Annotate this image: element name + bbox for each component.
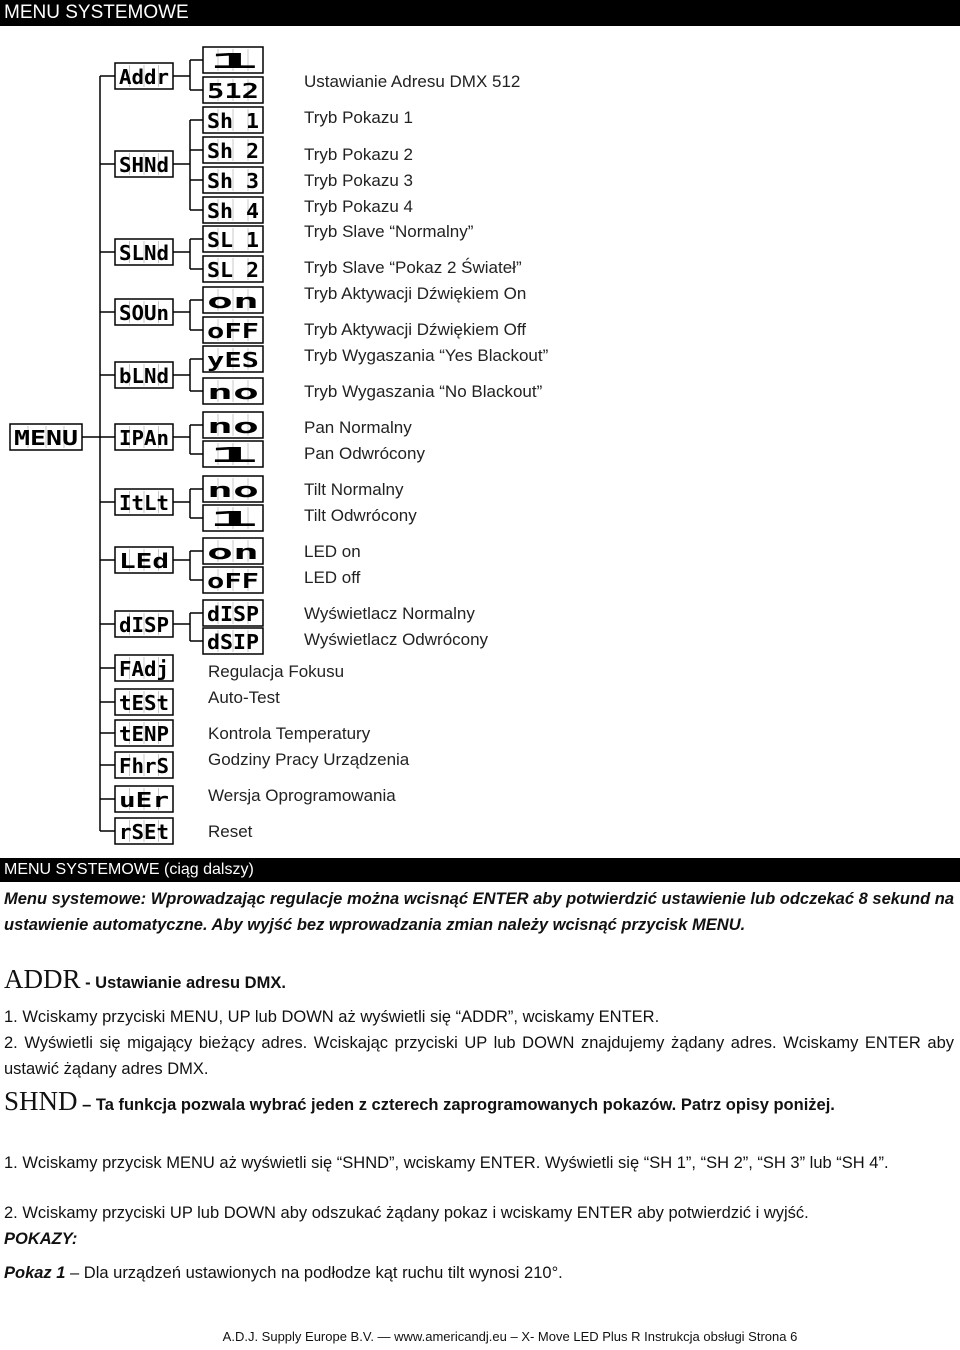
sub-display-19-text: dSIP [207,630,259,654]
menu-label: Wyświetlacz Normalny [304,604,475,623]
main-display-disp-text: dISP [119,613,169,637]
intro-paragraph: Menu systemowe: Wprowadzając regulacje można wcisnąć ENTER aby potwierdzić ustawienie lub odczekać 8 sekund na ustawienie automatyczne. Aby wyjść bez wprowadzania zmian należy wcisnąć przycisk MENU. [4,890,954,934]
menu-label: Tilt Normalny [304,480,404,499]
main-display-slnd-text: SLNd [119,241,169,265]
menu-label: Tryb Wygaszania “No Blackout” [304,382,543,401]
sub-display-1-text: 512 [207,79,259,103]
menu-label: Tryb Wygaszania “Yes Blackout” [304,346,549,365]
shnd-heading [4,1088,954,1118]
sub-display-14-text: no [207,478,259,502]
main-display-itlt-text: ItLt [119,491,169,515]
menu-label: Tilt Odwrócony [304,506,417,525]
sub-display-16-text: on [207,540,259,564]
main-display-test-text: tESt [119,691,169,715]
pokaz-1-name: Pokaz 1 [4,1264,66,1282]
menu-label: LED on [304,542,361,561]
pokaz-1-line [4,1260,954,1286]
menu-label: Pan Odwrócony [304,444,425,463]
sub-display-10-text: yES [207,348,259,372]
sub-display-15-text: 1 [207,507,259,531]
sub-display-6-text: SL 1 [207,228,259,252]
sub-display-7-text: SL 2 [207,258,259,282]
shnd-step-1: 1. Wciskamy przycisk MENU aż wyświetli się “SHND”, wciskamy ENTER. Wyświetli się “SH 1”, “SH 2”, “SH 3” lub “SH 4”. [4,1154,889,1172]
main-display-soun-text: SOUn [119,301,169,325]
page-title: MENU SYSTEMOWE [4,2,189,23]
addr-heading [4,966,954,996]
pokaz-1-text: – Dla urządzeń ustawionych na podłodze kąt ruchu tilt wynosi 210°. [65,1264,563,1282]
shnd-title: – Ta funkcja pozwala wybrać jeden z czterech zaprogramowanych pokazów. Patrz opisy poniżej. [77,1096,835,1114]
menu-label: Kontrola Temperatury [208,724,371,743]
sub-display-17-text: oFF [207,569,259,593]
addr-step-1: 1. Wciskamy przyciski MENU, UP lub DOWN aż wyświetli się “ADDR”, wciskamy ENTER. [4,1008,660,1026]
section-title: MENU SYSTEMOWE (ciąg dalszy) [4,861,254,878]
shnd-step-2: 2. Wciskamy przyciski UP lub DOWN aby odszukać żądany pokaz i wciskamy ENTER aby potwierdzić i wyjść. [4,1204,809,1222]
main-display-tenp-text: tENP [119,722,169,746]
sub-display-18-text: dISP [207,602,259,626]
root-display-text: MENU [14,426,78,450]
sub-display-4-text: Sh 3 [207,169,259,193]
menu-label: LED off [304,568,361,587]
main-display-rset-text: rSEt [119,820,169,844]
menu-label: Ustawianie Adresu DMX 512 [304,72,521,91]
sub-display-11-text: no [207,380,259,404]
menu-label: Wersja Oprogramowania [208,786,396,805]
main-display-ipan-text: IPAn [119,426,169,450]
menu-label: Tryb Aktywacji Dźwiękiem On [304,284,527,303]
menu-label: Tryb Slave “Normalny” [304,222,474,241]
shnd-code: SHND [4,1086,78,1116]
addr-step-2: 2. Wyświetli się migający bieżący adres. Wciskając przyciski UP lub DOWN znajdujemy żądany adres. Wciskamy ENTER aby ustawić żądany adres DMX. [4,1034,954,1078]
main-display-led-text: LEd [119,549,169,573]
menu-label: Tryb Pokazu 2 [304,145,413,164]
sub-display-2-text: Sh 1 [207,109,259,133]
main-display-shnd-text: SHNd [119,153,169,177]
main-display-fhrs-text: FhrS [119,754,169,778]
menu-label: Pan Normalny [304,418,412,437]
menu-label: Tryb Pokazu 3 [304,171,413,190]
sub-display-3-text: Sh 2 [207,139,259,163]
main-display-uer-text: uEr [119,788,169,812]
sub-display-12-text: no [207,414,259,438]
page-footer: A.D.J. Supply Europe B.V. — www.americandj.eu – X- Move LED Plus R Instrukcja obsługi Strona 6 [222,1329,798,1344]
menu-label: Tryb Aktywacji Dźwiękiem Off [304,320,526,339]
menu-label: Regulacja Fokusu [208,662,345,681]
sub-display-0-text: 1 [207,49,259,73]
menu-label: Godziny Pracy Urządzenia [208,750,410,769]
main-display-addr-text: Addr [119,65,169,89]
menu-label: Tryb Pokazu 4 [304,197,413,216]
menu-label: Reset [208,822,253,841]
menu-label: Tryb Slave “Pokaz 2 Świateł” [304,258,522,277]
sub-display-13-text: 1 [207,443,259,467]
sub-display-9-text: oFF [207,319,259,343]
section-bar [0,858,960,882]
main-display-fadj-text: FAdj [119,657,169,681]
pokazy-heading: POKAZY: [4,1230,78,1248]
sub-display-5-text: Sh 4 [207,199,259,223]
menu-label: Wyświetlacz Odwrócony [304,630,489,649]
main-display-blnd-text: bLNd [119,364,169,388]
menu-label: Tryb Pokazu 1 [304,108,413,127]
sub-display-8-text: on [207,289,259,313]
addr-title: - Ustawianie adresu DMX. [80,974,286,992]
addr-code: ADDR [4,964,81,994]
menu-label: Auto-Test [208,688,280,707]
